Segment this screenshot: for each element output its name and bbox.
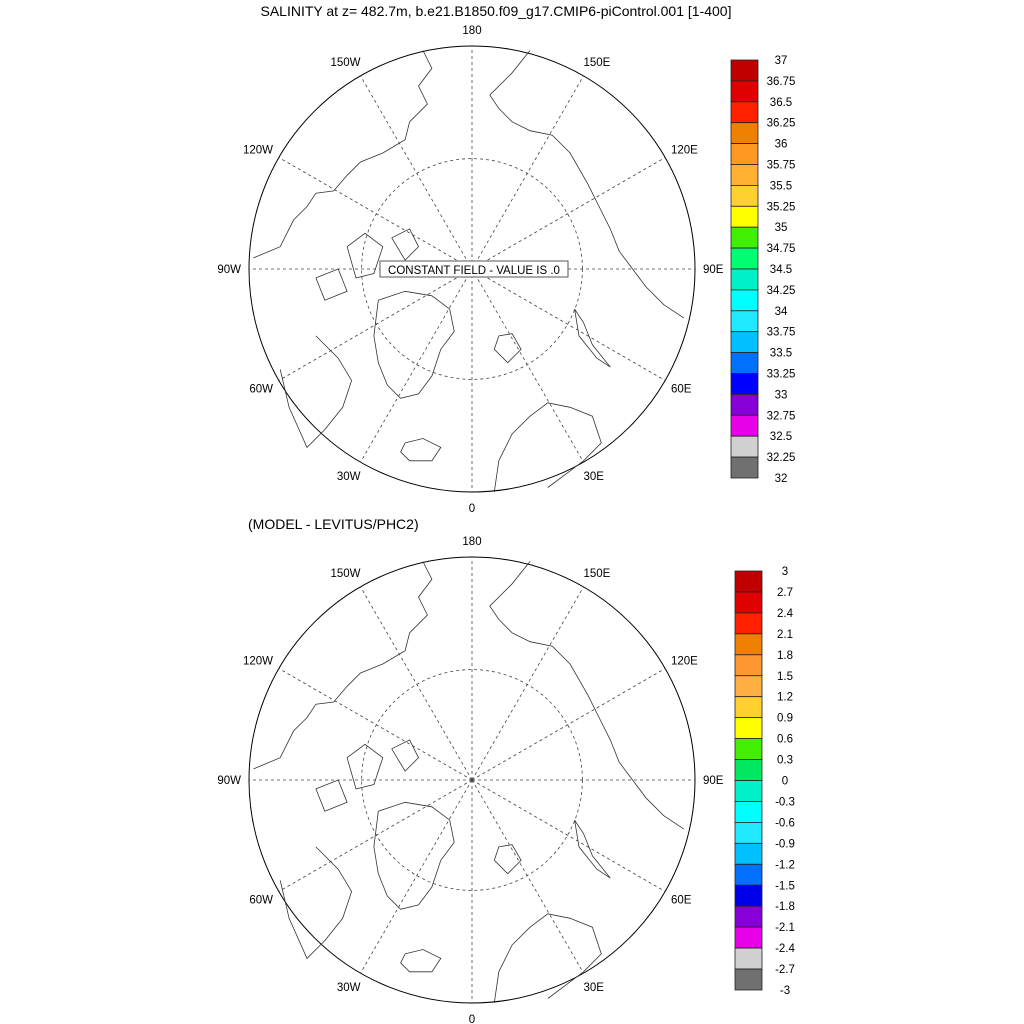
colorbar-box bbox=[735, 843, 762, 864]
colorbar-label: 1.5 bbox=[777, 670, 793, 683]
colorbar-label: 35.25 bbox=[766, 201, 796, 214]
colorbar-box bbox=[731, 144, 758, 165]
colorbar-box bbox=[735, 592, 762, 613]
colorbar bbox=[731, 55, 795, 485]
colorbar-box bbox=[731, 248, 758, 269]
longitude-label: 120E bbox=[670, 144, 698, 157]
longitude-label: 30W bbox=[336, 470, 361, 483]
colorbar-label: 33.25 bbox=[766, 368, 796, 381]
colorbar-label: 36.75 bbox=[766, 75, 796, 88]
colorbar-box bbox=[731, 185, 758, 206]
colorbar-label: -2.1 bbox=[775, 922, 795, 935]
colorbar-label: -2.4 bbox=[775, 943, 795, 956]
colorbar bbox=[735, 566, 796, 997]
longitude-label: 120W bbox=[242, 655, 274, 668]
colorbar-label: -1.2 bbox=[775, 859, 795, 872]
colorbar-label: 32.75 bbox=[766, 410, 796, 423]
longitude-label: 90W bbox=[217, 775, 241, 787]
colorbar-label: 32.5 bbox=[769, 431, 793, 444]
colorbar-label: 34.5 bbox=[769, 264, 793, 276]
longitude-label: 60W bbox=[249, 894, 274, 907]
colorbar-label: 0.9 bbox=[777, 712, 793, 725]
colorbar-label: 33.75 bbox=[766, 326, 796, 339]
colorbar-box bbox=[735, 948, 762, 969]
longitude-label: 120E bbox=[670, 655, 698, 668]
longitude-label: 120W bbox=[242, 144, 274, 157]
colorbar-box bbox=[731, 165, 758, 186]
longitude-label: 60E bbox=[670, 894, 692, 907]
colorbar-label: 32 bbox=[774, 473, 788, 485]
colorbar-box bbox=[731, 311, 758, 332]
colorbar-label: 35.5 bbox=[769, 180, 793, 193]
chart-title: (MODEL - LEVITUS/PHC2) bbox=[248, 516, 419, 532]
longitude-label: 0 bbox=[468, 503, 476, 515]
colorbar-box bbox=[731, 436, 758, 457]
colorbar-label: 34.25 bbox=[766, 284, 796, 297]
colorbar-label: 0 bbox=[781, 775, 789, 788]
colorbar-box bbox=[735, 822, 762, 843]
colorbar-label: 35 bbox=[774, 222, 788, 235]
colorbar-box bbox=[731, 206, 758, 227]
colorbar-box bbox=[731, 415, 758, 436]
colorbar-box bbox=[735, 801, 762, 822]
colorbar-box bbox=[735, 613, 762, 634]
colorbar-box bbox=[735, 864, 762, 885]
colorbar-box bbox=[731, 123, 758, 144]
colorbar-label: 2.7 bbox=[777, 586, 793, 599]
longitude-label: 150E bbox=[583, 57, 611, 70]
longitude-label: 30W bbox=[336, 981, 361, 994]
colorbar-label: 34 bbox=[774, 305, 788, 318]
colorbar-box bbox=[731, 290, 758, 311]
longitude-label: 60W bbox=[249, 383, 274, 396]
colorbar-box bbox=[735, 969, 762, 990]
colorbar-label: 0.6 bbox=[777, 733, 793, 746]
colorbar-label: -1.8 bbox=[775, 901, 795, 914]
colorbar-box bbox=[731, 394, 758, 415]
longitude-label: 180 bbox=[462, 25, 482, 37]
colorbar-label: 2.4 bbox=[777, 607, 793, 620]
colorbar-label: 1.8 bbox=[777, 649, 793, 662]
constant-field-label: CONSTANT FIELD - VALUE IS .0 bbox=[388, 265, 560, 277]
colorbar-box bbox=[735, 634, 762, 655]
longitude-label: 90E bbox=[703, 775, 724, 787]
colorbar-box bbox=[731, 457, 758, 478]
longitude-label: 0 bbox=[468, 1014, 476, 1024]
colorbar-box bbox=[731, 81, 758, 102]
colorbar-box bbox=[735, 718, 762, 739]
colorbar-label: -3 bbox=[779, 985, 791, 997]
colorbar-label: 3 bbox=[781, 566, 789, 578]
colorbar-box bbox=[731, 269, 758, 290]
colorbar-box bbox=[735, 927, 762, 948]
colorbar-label: 33.5 bbox=[769, 347, 793, 360]
colorbar-label: 36 bbox=[774, 138, 788, 151]
longitude-label: 180 bbox=[462, 536, 482, 548]
colorbar-box bbox=[735, 697, 762, 718]
colorbar-label: 1.2 bbox=[777, 691, 793, 704]
colorbar-label: -0.6 bbox=[775, 817, 795, 830]
colorbar-box bbox=[731, 227, 758, 248]
longitude-label: 60E bbox=[670, 383, 692, 396]
colorbar-box bbox=[731, 374, 758, 395]
colorbar-label: 32.25 bbox=[766, 452, 796, 465]
colorbar-box bbox=[735, 571, 762, 592]
colorbar-label: -1.5 bbox=[775, 880, 795, 893]
colorbar-label: 37 bbox=[774, 55, 788, 67]
longitude-label: 150W bbox=[330, 568, 361, 581]
longitude-label: 30E bbox=[583, 470, 604, 483]
colorbar-box bbox=[735, 655, 762, 676]
colorbar-box bbox=[735, 760, 762, 781]
longitude-label: 90W bbox=[217, 264, 241, 276]
longitude-label: 150E bbox=[583, 568, 611, 581]
colorbar-label: 34.75 bbox=[766, 243, 796, 256]
colorbar-box bbox=[735, 781, 762, 802]
colorbar-box bbox=[735, 676, 762, 697]
longitude-label: 150W bbox=[330, 57, 361, 70]
colorbar-label: 2.1 bbox=[777, 628, 793, 641]
chart-title: SALINITY at z= 482.7m, b.e21.B1850.f09_g17.CMIP6-piControl.001 [1-400] bbox=[260, 3, 732, 19]
colorbar-label: -0.3 bbox=[775, 796, 795, 809]
colorbar-box bbox=[735, 739, 762, 760]
colorbar-label: 36.25 bbox=[766, 117, 796, 130]
colorbar-label: 33 bbox=[774, 389, 788, 402]
colorbar-box bbox=[735, 906, 762, 927]
chart-panel-1 bbox=[217, 3, 795, 515]
colorbar-label: 0.3 bbox=[777, 754, 793, 767]
colorbar-label: 36.5 bbox=[769, 96, 793, 109]
colorbar-label: -0.9 bbox=[775, 838, 795, 851]
colorbar-box bbox=[731, 60, 758, 81]
colorbar-label: 35.75 bbox=[766, 159, 796, 172]
colorbar-box bbox=[731, 332, 758, 353]
longitude-label: 30E bbox=[583, 981, 604, 994]
colorbar-box bbox=[735, 885, 762, 906]
longitude-label: 90E bbox=[703, 264, 724, 276]
chart-panel-2 bbox=[217, 516, 795, 1024]
colorbar-box bbox=[731, 102, 758, 123]
colorbar-label: -2.7 bbox=[775, 964, 795, 977]
colorbar-box bbox=[731, 353, 758, 374]
